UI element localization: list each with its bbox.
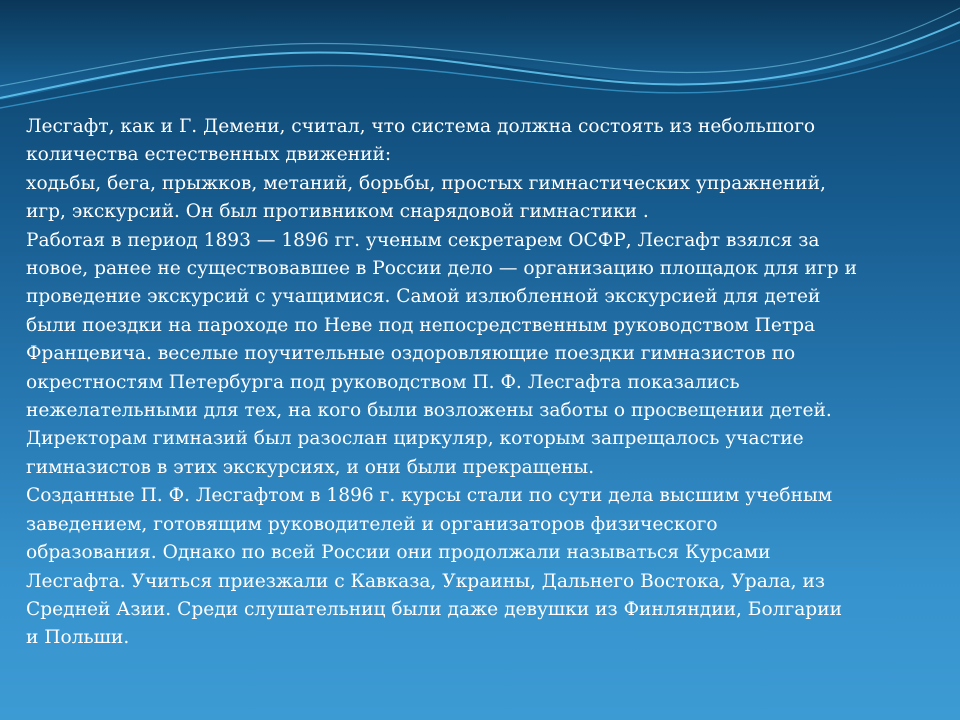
text-line: нежелательными для тех, на кого были возложены заботы о просвещении детей. bbox=[26, 400, 832, 422]
wave-shape-back bbox=[0, 0, 960, 100]
text-line: Лесгафта. Учиться приезжали с Кавказа, Украины, Дальнего Востока, Урала, из bbox=[26, 570, 826, 592]
text-line: Францевича. веселые поучительные оздоровляющие поездки гимназистов по bbox=[26, 343, 796, 365]
text-line: гимназистов в этих экскурсиях, и они были прекращены. bbox=[26, 456, 595, 478]
text-line: окрестностям Петербурга под руководством П. Ф. Лесгафта показались bbox=[26, 371, 740, 393]
slide-body-text bbox=[26, 113, 944, 653]
text-line: проведение экскурсий с учащимися. Самой излюбленной экскурсией для детей bbox=[26, 286, 821, 308]
text-line: Средней Азии. Среди слушательниц были даже девушки из Финляндии, Болгарии bbox=[26, 598, 842, 620]
text-line: были поездки на пароходе по Неве под непосредственным руководством Петра bbox=[26, 314, 816, 336]
text-line: Работая в период 1893 — 1896 гг. ученым секретарем ОСФР, Лесгафт взялся за bbox=[26, 229, 820, 251]
text-line: Директорам гимназий был разослан циркуляр, которым запрещалось участие bbox=[26, 428, 804, 450]
text-line: Лесгафт, как и Г. Демени, считал, что система должна состоять из небольшого bbox=[26, 116, 816, 137]
text-line: заведением, готовящим руководителей и организаторов физического bbox=[26, 513, 718, 535]
text-line: новое, ранее не существовавшее в России дело — организацию площадок для игр и bbox=[26, 258, 857, 280]
text-line: Созданные П. Ф. Лесгафтом в 1896 г. курсы стали по сути дела высшим учебным bbox=[26, 485, 833, 507]
text-line: количества естественных движений: bbox=[26, 144, 392, 166]
text-line: ходьбы, бега, прыжков, метаний, борьбы, простых гимнастических упражнений, bbox=[26, 172, 826, 194]
text-line: образования. Однако по всей России они продолжали называться Курсами bbox=[26, 542, 771, 564]
decorative-wave-header bbox=[0, 0, 960, 120]
text-line: и Польши. bbox=[26, 627, 130, 649]
text-line: игр, экскурсий. Он был противником снарядовой гимнастики . bbox=[26, 201, 649, 223]
